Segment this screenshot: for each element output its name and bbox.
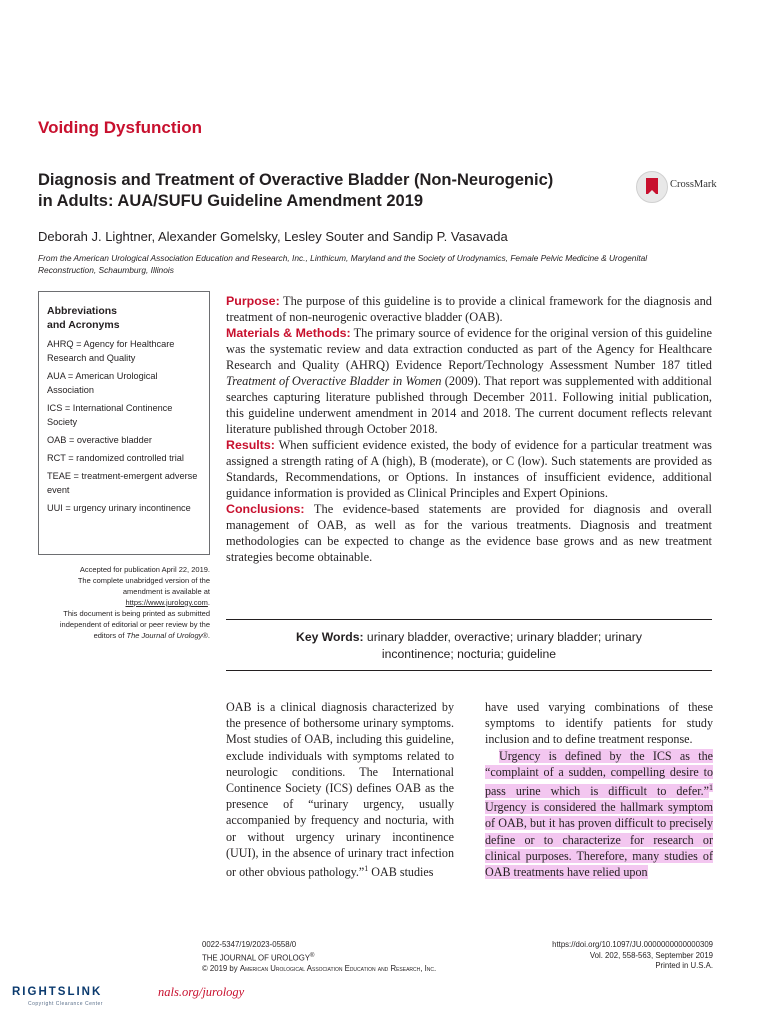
affiliation — [38, 252, 728, 276]
abbreviation-item: RCT = randomized controlled trial — [47, 453, 184, 463]
abstract-conclusions: Conclusions: The evidence-based statements are provided for diagnosis and overall management of OAB, as well as for the various treatments. Diagnosis and treatment methodologies can be expected to change as the evidence base grows and as new treatment strategies become obtainable. — [226, 502, 712, 564]
body-column-1 — [226, 699, 454, 880]
journal-name: THE JOURNAL OF UROLOGY® — [202, 952, 315, 963]
footer-left — [202, 940, 436, 974]
jurology-link[interactable]: https://www.jurology.com — [125, 598, 208, 607]
affiliation-line-1: From the American Urological Association Education and Research, Inc., Linthicum, Maryland and the Society of Urodynamics, Female Pelvic Medicine & Urogenital — [38, 253, 648, 263]
affiliation-line-2: Reconstruction, Schaumburg, Illinois — [38, 265, 174, 275]
accepted-date: Accepted for publication April 22, 2019. — [79, 565, 210, 574]
crossmark-icon — [636, 171, 668, 203]
conclusions-label: Conclusions: — [226, 502, 305, 516]
printing-note: This document is being printed as submitted independent of editorial or peer review by the editors of The Journal of Urology®. — [59, 609, 210, 640]
body-paragraph: OAB is a clinical diagnosis characterized by the presence of bothersome urinary symptoms. Most studies of OAB, including this guideline, exclude individuals with symptoms related to neurologic conditions. The International Continence Society (ICS) defines OAB as the presence of “urinary urgency, usually accompanied by frequency and nocturia, with or without urgency urinary incontinence (UUI), in the absence of urinary tract infection or other obvious pathology.”$^1$ OAB studies — [226, 700, 454, 880]
keywords: Key Words: urinary bladder, overactive; urinary bladder; urinary incontinence; nocturia; guideline — [226, 629, 712, 663]
abbreviations-heading-line-1: Abbreviations — [47, 305, 118, 317]
footer-right — [480, 940, 713, 972]
unabridged-note: The complete unabridged version of the amendment is available at https://www.jurology.com. — [77, 576, 210, 607]
volume-info: Vol. 202, 558-563, September 2019 — [589, 950, 713, 960]
crossmark-badge[interactable] — [636, 171, 746, 203]
abbreviation-item: UUI = urgency urinary incontinence — [47, 503, 191, 513]
crossmark-label: CrossMark — [670, 179, 717, 190]
abbreviations-heading-line-2: and Acronyms — [47, 319, 120, 331]
abstract-methods: Materials & Methods: The primary source of evidence for the original version of this guideline was the systematic review and data extraction conducted as part of the Agency for Healthcare Research and Quality (AHRQ) Evidence Report/Technology Assessment Number 187 titled Treatment of Overactive Bladder in Women (2009). That report was supplemented with additional searches capturing literature published through December 2011. Following initial publication, this guideline underwent amendment in 2014 and 2018. The current document reflects relevant literature published through October 2018. — [226, 326, 712, 436]
rightslink-subtitle: Copyright Clearance Center — [28, 1001, 103, 1007]
issn: 0022-5347/19/2023-0558/0 — [202, 940, 297, 949]
abbreviation-item: ICS = International Continence Society — [47, 403, 173, 427]
abstract-purpose: Purpose: The purpose of this guideline is to provide a clinical framework for the diagnosis and treatment of non-neurogenic overactive bladder (OAB). — [226, 294, 712, 324]
purpose-label: Purpose: — [226, 294, 280, 308]
copyright: © 2019 by American Urological Association Education and Research, Inc. — [202, 963, 437, 973]
title-line-1: Diagnosis and Treatment of Overactive Bladder (Non-Neurogenic) — [38, 171, 554, 189]
authors: Deborah J. Lightner, Alexander Gomelsky, Lesley Souter and Sandip P. Vasavada — [38, 229, 508, 244]
abbreviation-item: AHRQ = Agency for Healthcare Research and Quality — [47, 339, 175, 363]
divider — [226, 670, 712, 671]
abbreviations-box — [38, 291, 210, 555]
article-title — [38, 170, 618, 212]
methods-label: Materials & Methods: — [226, 326, 351, 340]
keywords-line-2: incontinence; nocturia; guideline — [381, 647, 557, 661]
printed-in: Printed in U.S.A. — [655, 961, 713, 970]
title-line-2: in Adults: AUA/SUFU Guideline Amendment 2019 — [38, 192, 424, 210]
section-title: Voiding Dysfunction — [38, 118, 203, 137]
rightslink-logo[interactable]: RIGHTSLINK — [12, 986, 103, 998]
body-paragraph: have used varying combinations of these symptoms to identify patients for study inclusion and to define treatment response. — [485, 700, 713, 747]
abbreviation-item: TEAE = treatment-emergent adverse event — [47, 471, 198, 495]
doi-link[interactable]: https://doi.org/10.1097/JU.0000000000000309 — [552, 940, 713, 949]
abstract-results: Results: When sufficient evidence existed, the body of evidence for a particular treatment was assigned a strength rating of A (high), B (moderate), or C (low). Such statements are provided as Standards, Recommendations, or Options. In instances of insufficient evidence, additional guidance information is provided as Clinical Principles and Expert Opinions. — [226, 438, 712, 500]
abbreviation-item: OAB = overactive bladder — [47, 435, 152, 445]
abbreviations-heading — [47, 304, 201, 332]
abstract — [226, 293, 712, 565]
side-notes — [38, 564, 210, 641]
journal-url[interactable]: nals.org/jurology — [158, 985, 245, 999]
results-label: Results: — [226, 438, 275, 452]
body-column-2 — [485, 699, 713, 880]
abbreviation-item: AUA = American Urological Association — [47, 371, 158, 395]
body-paragraph-highlighted: Urgency is defined by the ICS as the “complaint of a sudden, compelling desire to pass urine which is difficult to defer.”$^1$ Urgency is considered the hallmark symptom of OAB, but it has proven difficult to precisely define or to characterize for research or clinical purposes. Therefore, many studies of OAB treatments have relied upon — [485, 748, 713, 880]
divider — [226, 619, 712, 620]
keywords-label: Key Words: — [296, 630, 364, 644]
